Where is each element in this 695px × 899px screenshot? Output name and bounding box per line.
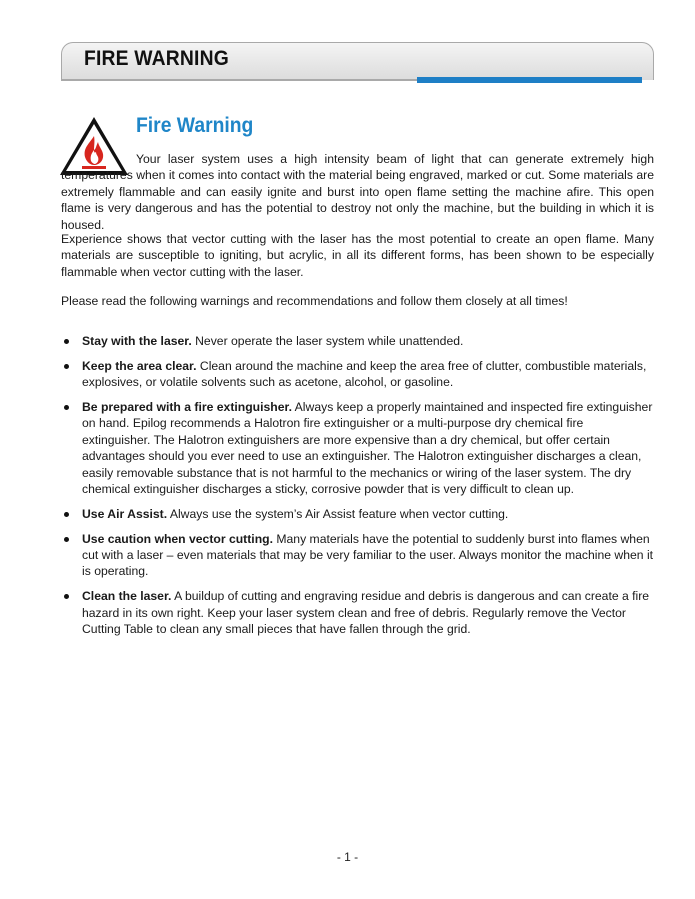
bullet-lead: Keep the area clear. xyxy=(82,358,197,373)
bullet-icon xyxy=(64,405,69,410)
bullet-lead: Stay with the laser. xyxy=(82,334,192,348)
bullet-lead: Clean the laser. xyxy=(82,589,172,604)
bullet-lead: Be prepared with a fire extinguisher. xyxy=(82,400,292,414)
list-item xyxy=(61,588,654,637)
list-item xyxy=(61,358,654,391)
intro-paragraph: Your laser system uses a high intensity beam of light that can generate extremely high temperatures when it comes into contact with the material being engraved, marked or cut. Some materials are extremely flammable and can easily ignite and burst into open flame setting the machine afire. This open flame is very dangerous and has the potential to destroy not only the machine, but the building in which it is housed. xyxy=(61,152,654,232)
vector-cutting-paragraph: Experience shows that vector cutting with the laser has the most potential to create an open flame. Many materials are susceptible to igniting, but acrylic, in all its different forms, has been shown to be especially flammable when vector cutting with the laser. xyxy=(61,232,654,279)
list-item xyxy=(61,399,654,497)
bullet-text: Always use the system’s Air Assist feature when vector cutting. xyxy=(167,506,509,521)
bullet-lead: Use caution when vector cutting. xyxy=(82,531,273,546)
bullet-lead: Use Air Assist. xyxy=(82,506,168,521)
section-title: Fire Warning xyxy=(136,114,254,137)
bullet-icon xyxy=(64,339,69,344)
header-title: FIRE WARNING xyxy=(84,47,229,70)
warning-list xyxy=(61,333,654,646)
bullet-text: Many materials have the potential to suddenly burst into flames when cut with a laser – even materials that may be very familiar to the user. Always monitor the machine when it is operating. xyxy=(82,531,654,579)
header-divider xyxy=(61,79,417,81)
bullet-icon xyxy=(64,364,69,369)
bullet-text: A buildup of cutting and engraving residue and debris is dangerous and can create a fire hazard in its own right. Keep your laser system clean and free of debris. Regularly remove the Vector Cutting Table to clean any small pieces that have fallen through the grid. xyxy=(82,589,650,637)
list-item xyxy=(61,531,654,580)
instruction-paragraph: Please read the following warnings and recommendations and follow them closely at all times! xyxy=(61,294,568,308)
bullet-icon xyxy=(64,537,69,542)
list-item xyxy=(61,506,654,522)
bullet-icon xyxy=(64,594,69,599)
list-item xyxy=(61,333,654,349)
bullet-text: Always keep a properly maintained and inspected fire extinguisher on hand. Epilog recommends a Halotron fire extinguisher or a multi-purpose dry chemical fire extinguisher. The Halotron extinguishers are more expensive than a dry chemical, but offer certain advantages should you ever need to use an extinguisher. The Halotron extinguisher discharges a clean, easily removable substance that is not harmful to the mechanics or wiring of the laser system. The dry chemical extinguisher discharges a sticky, corrosive powder that is very difficult to clean up. xyxy=(82,400,653,497)
bullet-text: Never operate the laser system while unattended. xyxy=(191,334,464,348)
header-accent-bar xyxy=(417,77,642,83)
bullet-text: Clean around the machine and keep the area free of clutter, combustible materials, explosives, or volatile solvents such as acetone, alcohol, or gasoline. xyxy=(82,358,647,390)
page-number: - 1 - xyxy=(336,850,359,864)
bullet-icon xyxy=(64,512,69,517)
